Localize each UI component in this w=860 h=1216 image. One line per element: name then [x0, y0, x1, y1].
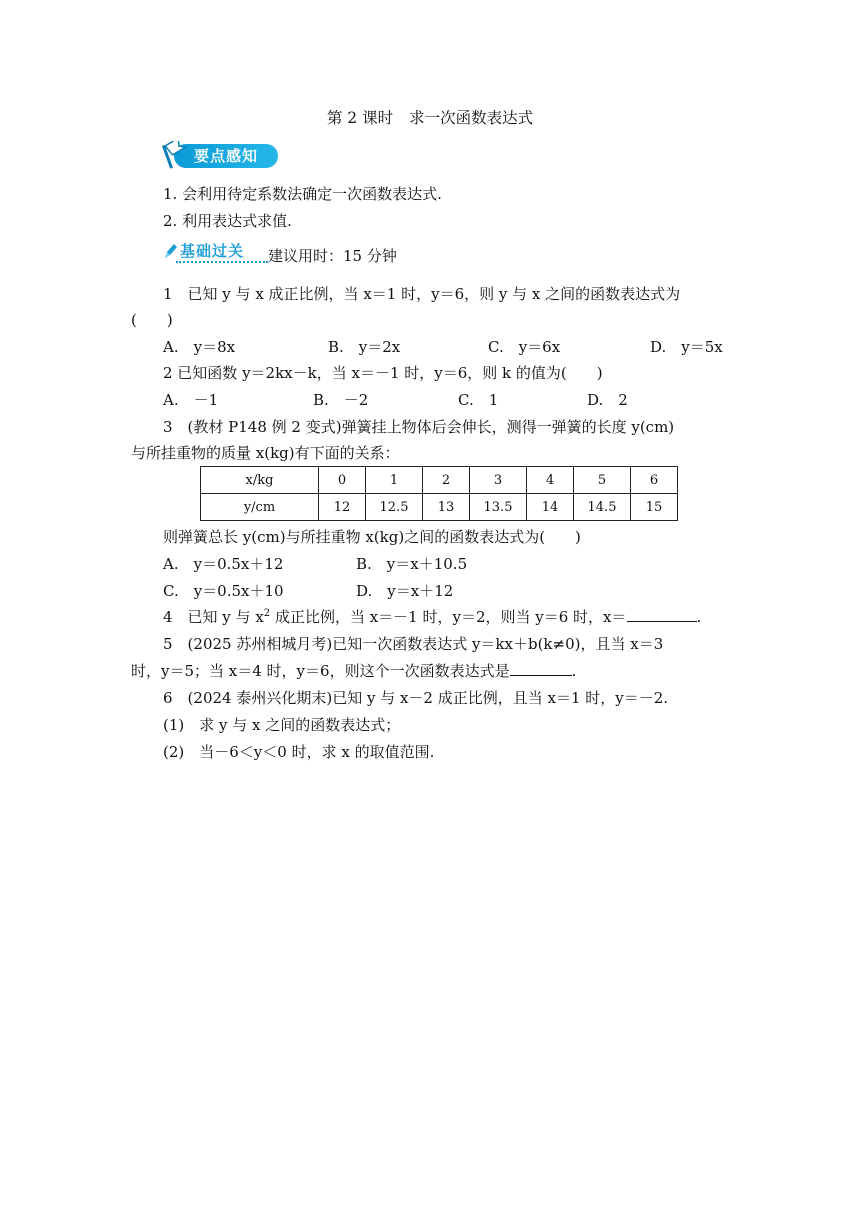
q3-option-c: C. y＝0.5x＋10 [163, 582, 284, 600]
q4-text-end: . [696, 608, 702, 626]
q5-stem-line1: 5 (2025 苏州相城月考)已知一次函数表达式 y＝kx＋b(k≠0)，且当 x＝3 [163, 635, 664, 653]
q2-option-d: D. 2 [587, 391, 628, 409]
q6-sub-question-2: (2) 当－6＜y＜0 时，求 x 的取值范围. [163, 743, 435, 761]
q6-sub-question-1: (1) 求 y 与 x 之间的函数表达式； [163, 716, 401, 734]
q1-stem: 1 已知 y 与 x 成正比例，当 x＝1 时，y＝6，则 y 与 x 之间的函数表达式为 [163, 285, 681, 303]
table-cell: 1 [366, 467, 423, 494]
pencil-icon [162, 242, 178, 260]
table-cell: 14.5 [574, 494, 631, 521]
table-cell: 13 [423, 494, 470, 521]
q3-option-a: A. y＝0.5x＋12 [163, 555, 284, 573]
basic-section-label: 基础过关 [180, 242, 245, 260]
table-cell: 2 [423, 467, 470, 494]
q3-option-d: D. y＝x＋12 [356, 582, 454, 600]
table-cell: 12.5 [366, 494, 423, 521]
q3-stem-line3: 则弹簧总长 y(cm)与所挂重物 x(kg)之间的函数表达式为( ) [163, 528, 581, 546]
table-cell: 14 [527, 494, 574, 521]
q1-bracket: ( ) [131, 311, 173, 329]
q5-text-end: . [571, 662, 577, 680]
q3-option-b: B. y＝x＋10.5 [356, 555, 468, 573]
q2-option-a: A. －1 [163, 391, 219, 409]
q1-option-c: C. y＝6x [488, 338, 561, 356]
table-cell: 0 [319, 467, 366, 494]
q4-text-post: 成正比例，当 x＝－1 时，y＝2，则当 y＝6 时，x＝ [270, 608, 627, 626]
q4-exponent: 2 [263, 608, 271, 619]
table-header-cell: y/cm [201, 494, 319, 521]
lesson-title [0, 106, 860, 128]
table-cell: 13.5 [470, 494, 527, 521]
q2-stem: 2 已知函数 y＝2kx－k，当 x＝－1 时，y＝6，则 k 的值为( ) [163, 364, 603, 382]
table-header-cell: x/kg [201, 467, 319, 494]
q4-stem [163, 606, 701, 627]
key-points-banner [160, 141, 280, 171]
q4-answer-blank[interactable] [627, 607, 697, 622]
time-note: 建议用时：15 分钟 [268, 247, 397, 265]
dotted-underline [176, 261, 268, 263]
q6-stem: 6 (2024 泰州兴化期末)已知 y 与 x－2 成正比例，且当 x＝1 时，y＝－2. [163, 689, 669, 707]
q1-option-a: A. y＝8x [163, 338, 236, 356]
q3-stem-line2: 与所挂重物的质量 x(kg)有下面的关系： [131, 444, 400, 462]
q1-option-d: D. y＝5x [650, 338, 723, 356]
q5-text-pre: 时，y＝5；当 x＝4 时，y＝6，则这个一次函数表达式是 [131, 662, 510, 680]
q2-option-c: C. 1 [458, 391, 499, 409]
lesson-topic: 求一次函数表达式 [409, 109, 534, 127]
table-cell: 4 [527, 467, 574, 494]
table-cell: 5 [574, 467, 631, 494]
key-point-2: 2. 利用表达式求值. [163, 212, 292, 230]
key-points-label: 要点感知 [174, 144, 278, 168]
q5-stem-line2 [131, 660, 576, 681]
q1-option-b: B. y＝2x [328, 338, 401, 356]
q4-text-pre: 4 已知 y 与 x [163, 608, 264, 626]
table-cell: 12 [319, 494, 366, 521]
flag-icon [162, 141, 192, 171]
spring-data-table [200, 466, 678, 521]
q2-option-b: B. －2 [313, 391, 369, 409]
q5-answer-blank[interactable] [510, 661, 572, 676]
table-cell: 3 [470, 467, 527, 494]
q3-stem-line1: 3 (教材 P148 例 2 变式)弹簧挂上物体后会伸长，测得一弹簧的长度 y(cm) [163, 418, 675, 436]
table-cell: 15 [631, 494, 678, 521]
key-point-1: 1. 会利用待定系数法确定一次函数表达式. [163, 185, 442, 203]
table-row [201, 467, 678, 494]
table-cell: 6 [631, 467, 678, 494]
table-row [201, 494, 678, 521]
lesson-number: 第 2 课时 [326, 109, 394, 127]
